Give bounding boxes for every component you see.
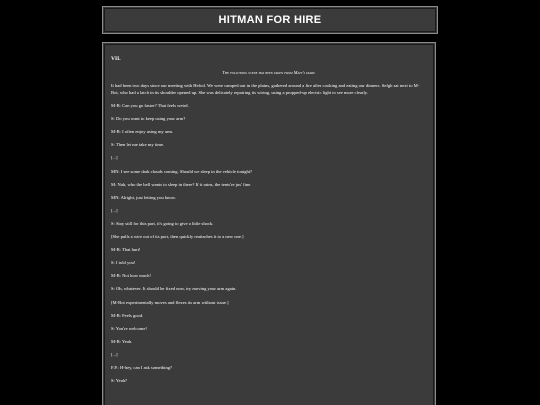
story-paragraph: F.P.: H-hey, can I ask something? [111, 364, 173, 370]
story-paragraph: [M-Bot experimentally moves and flexes its arm without issue.] [111, 299, 229, 305]
story-paragraph: MN: Alright, just letting you know. [111, 194, 176, 200]
story-paragraph: M-B: Yeah. [111, 338, 133, 344]
story-paragraph: It had been two days since our meeting with Hefod. We were camped out in the plains, gathered around a fire after cooking and eating our dinners. Sefgh sat next to M-Bot, who had a latch in its shoulder opened up. She was delicately repairing its wiring, using a propped-up electric light to see more clearly. [111, 83, 420, 95]
story-paragraph: S: Stay still for this part, it's going to give a little shock. [111, 220, 214, 226]
story-paragraph: M-B: I often enjoy using my arm. [111, 129, 174, 135]
diary-note: The following scene has been taken from Matt's diary. [222, 70, 316, 75]
story-paragraph: S: I told you! [111, 260, 136, 266]
story-content-panel[interactable] [102, 42, 436, 405]
story-paragraph: [...] [111, 155, 118, 161]
story-paragraph: M-B: Not how much! [111, 273, 151, 279]
story-paragraph: M: Nah, who the hell wants to sleep in there? If it rains, the tents're jus' fine. [111, 181, 252, 187]
story-paragraph: [...] [111, 351, 118, 357]
header-banner [102, 6, 438, 34]
dialogue-list [111, 82, 427, 384]
story-paragraph: S: Yeah? [111, 378, 128, 384]
story-paragraph: S: You're welcome! [111, 325, 147, 331]
story-paragraph: M-B: Can you go faster? That feels weird. [111, 103, 189, 109]
story-paragraph: MN: I see some dark clouds coming. Should we sleep in the vehicle tonight? [111, 168, 253, 174]
story-paragraph: S: Oh, whatever. It should be fixed now, try moving your arm again. [111, 286, 237, 292]
page-title: HITMAN FOR HIRE [218, 14, 322, 26]
story-paragraph: M-B: Feels good. [111, 312, 144, 318]
story-paragraph: [She pulls a wire out of its port, then quickly reattaches it to a new one.] [111, 234, 244, 240]
story-paragraph: S: Do you want to keep using your arm? [111, 116, 186, 122]
chapter-heading: VII. [111, 56, 121, 62]
story-paragraph: [...] [111, 207, 118, 213]
story-paragraph: M-B: That hurt! [111, 247, 141, 253]
story-paragraph: S: Then let me take my time. [111, 142, 165, 148]
